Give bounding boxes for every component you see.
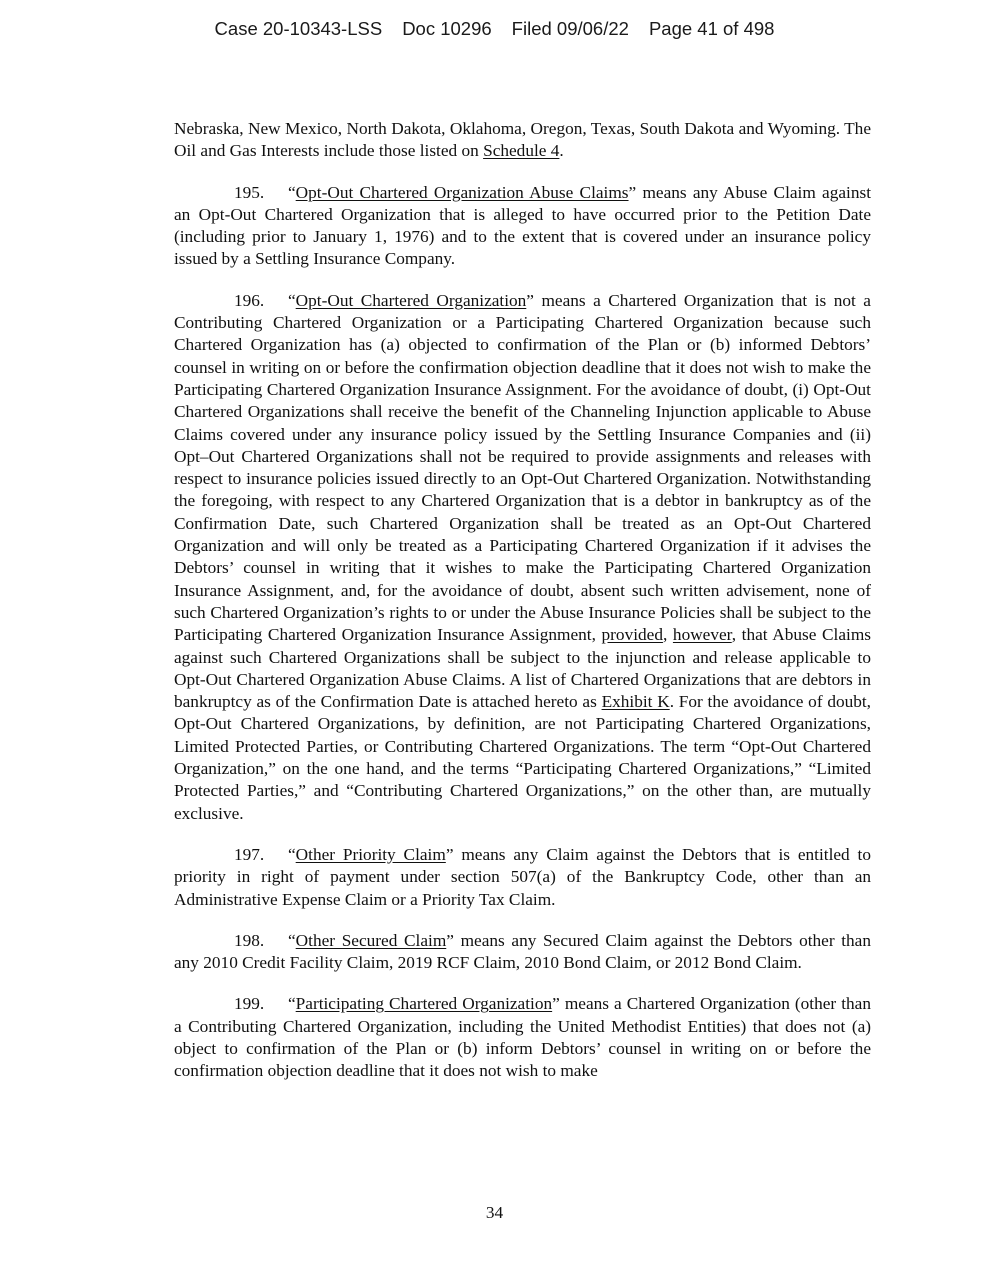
case-header bbox=[0, 18, 989, 40]
case-number: Case 20-10343-LSS bbox=[214, 18, 383, 39]
defined-term: Participating Chartered Organization bbox=[295, 994, 553, 1014]
defined-term: Opt-Out Chartered Organization bbox=[295, 290, 527, 310]
paragraph-number: 195. bbox=[234, 182, 265, 202]
paragraph-195: 195. “Opt-Out Chartered Organization Abuse Claims” means any Abuse Claim against an Opt-Out Chartered Organization that is alleged to have occurred prior to the Petition Date (including prior to January 1, 1976) and to the extent that is covered under an insurance policy issued by a Settling Insurance Company. bbox=[174, 182, 872, 269]
paragraph-number: 196. bbox=[234, 290, 265, 310]
paragraph-text: . bbox=[559, 141, 564, 161]
page-number: 34 bbox=[485, 1203, 504, 1222]
paragraph-text: , that Abuse Claims against such Chartered Organizations shall be subject to the injunction and release applicable to Opt-Out Chartered Organization Abuse Claims. A list of Chartered Organizations that are debtors in bankruptcy as of the Confirmation Date is attached hereto as bbox=[174, 625, 871, 712]
paragraph-continuation bbox=[174, 118, 871, 163]
schedule-4-reference: Schedule 4 bbox=[483, 141, 560, 161]
paragraph-text: . For the avoidance of doubt, Opt-Out Chartered Organizations, by definition, are not Participating Chartered Organizations, Limited Protected Parties, or Contributing Chartered Organizations. The term “Opt-Out Chartered Organization,” on the one hand, and the terms “Participating Chartered Organizations,” “Limited Protected Parties,” and “Contributing Chartered Organizations,” on the other than, are mutually exclusive. bbox=[174, 692, 872, 823]
paragraph-text: ” means a Chartered Organization that is not a Contributing Chartered Organization or a Participating Chartered Organization because such Chartered Organization has (a) objected to confirmation of the Plan or (b) informed Debtors’ counsel in writing on or before the confirmation objection deadline that it does not wish to make the Participating Chartered Organization Insurance Assignment. For the avoidance of doubt, (i) Opt-Out Chartered Organizations shall receive the benefit of the Channeling Injunction applicable to Abuse Claims covered under any insurance policy issued by the Settling Insurance Companies and (ii) Opt–Out Chartered Organizations shall not be required to provide assignments and releases with respect to insurance policies issued directly to an Opt-Out Chartered Organization. Notwithstanding the foregoing, with respect to any Chartered Organization that is a debtor in bankruptcy as of the Confirmation Date, such Chartered Organization shall be treated as an Opt-Out Chartered Organization and will only be treated as a Participating Chartered Organization if it advises the Debtors’ counsel in writing that it wishes to make the Participating Chartered Organization Insurance Assignment, and, for the avoidance of doubt, absent such written advisement, none of such Chartered Organization’s rights to or under the Abuse Insurance Policies shall be subject to the Participating Chartered Organization Insurance Assignment, bbox=[174, 290, 871, 645]
doc-number: Doc 10296 bbox=[402, 18, 492, 39]
document-body bbox=[174, 118, 871, 1102]
defined-term: Other Priority Claim bbox=[295, 844, 446, 864]
paragraph-text: ” means any Claim against the Debtors that is entitled to priority in right of payment under section 507(a) of the Bankruptcy Code, other than an Administrative Expense Claim or a Priority Tax Claim. bbox=[174, 844, 871, 909]
paragraph-196: 196. “Opt-Out Chartered Organization” means a Chartered Organization that is not a Contributing Chartered Organization or a Participating Chartered Organization because such Chartered Organization has (a) objected to confirmation of the Plan or (b) informed Debtors’ counsel in writing on or before the confirmation objection deadline that it does not wish to make the Participating Chartered Organization Insurance Assignment. For the avoidance of doubt, (i) Opt-Out Chartered Organizations shall receive the benefit of the Channeling Injunction applicable to Abuse Claims covered under any insurance policy issued by the Settling Insurance Companies and (ii) Opt–Out Chartered Organizations shall not be required to provide assignments and releases with respect to insurance policies issued directly to an Opt-Out Chartered Organization. Notwithstanding the foregoing, with respect to any Chartered Organization that is a debtor in bankruptcy as of the Confirmation Date, such Chartered Organization shall be treated as an Opt-Out Chartered Organization and will only be treated as a Participating Chartered Organization if it advises the Debtors’ counsel in writing that it wishes to make the Participating Chartered Organization Insurance Assignment, and, for the avoidance of doubt, absent such written advisement, none of such Chartered Organization’s rights to or under the Abuse Insurance Policies shall be subject to the Participating Chartered Organization Insurance Assignment, provided, however, that Abuse Claims against such Chartered Organizations shall be subject to the injunction and release applicable to Opt-Out Chartered Organization Abuse Claims. A list of Chartered Organizations that are debtors in bankruptcy as of the Confirmation Date is attached hereto as Exhibit K. For the avoidance of doubt, Opt-Out Chartered Organizations, by definition, are not Participating Chartered Organizations, Limited Protected Parties, or Contributing Chartered Organizations. The term “Opt-Out Chartered Organization,” on the one hand, and the terms “Participating Chartered Organizations,” “Limited Protected Parties,” and “Contributing Chartered Organizations,” on the other than, are mutually exclusive. bbox=[174, 290, 872, 823]
paragraph-number: 199. bbox=[234, 994, 265, 1014]
paragraph-number: 197. bbox=[234, 844, 265, 864]
paragraph-198: 198. “Other Secured Claim” means any Secured Claim against the Debtors other than any 2010 Credit Facility Claim, 2019 RCF Claim, 2010 Bond Claim, or 2012 Bond Claim. bbox=[174, 930, 871, 973]
paragraph-text: ” means any Abuse Claim against an Opt-Out Chartered Organization that is alleged to have occurred prior to the Petition Date (including prior to January 1, 1976) and to the extent that is covered under an insurance policy issued by a Settling Insurance Company. bbox=[174, 182, 872, 269]
paragraph-number: 198. bbox=[234, 930, 265, 950]
defined-term: Opt-Out Chartered Organization Abuse Claims bbox=[295, 182, 629, 202]
defined-term: Other Secured Claim bbox=[295, 930, 447, 950]
page-count: Page 41 of 498 bbox=[648, 18, 775, 39]
paragraph-text: Nebraska, New Mexico, North Dakota, Oklahoma, Oregon, Texas, South Dakota and Wyoming. The Oil and Gas Interests include those listed on bbox=[174, 119, 871, 161]
provided-term: provided bbox=[601, 625, 663, 645]
paragraph-197: 197. “Other Priority Claim” means any Claim against the Debtors that is entitled to priority in right of payment under section 507(a) of the Bankruptcy Code, other than an Administrative Expense Claim or a Priority Tax Claim. bbox=[174, 844, 871, 909]
paragraph-text: ” means a Chartered Organization (other than a Contributing Chartered Organization, including the United Methodist Entities) that does not (a) object to confirmation of the Plan or (b) inform Debtors’ counsel in writing on or before the confirmation objection deadline that it does not wish to make bbox=[174, 994, 871, 1081]
filed-date: Filed 09/06/22 bbox=[511, 18, 629, 39]
exhibit-k-reference: Exhibit K bbox=[601, 692, 670, 712]
paragraph-199: 199. “Participating Chartered Organization” means a Chartered Organization (other than a Contributing Chartered Organization, including the United Methodist Entities) that does not (a) object to confirmation of the Plan or (b) inform Debtors’ counsel in writing on or before the confirmation objection deadline that it does not wish to make bbox=[174, 994, 871, 1081]
however-term: however bbox=[672, 625, 732, 645]
paragraph-text: , bbox=[662, 625, 673, 645]
paragraph-text: ” means any Secured Claim against the Debtors other than any 2010 Credit Facility Claim, 2019 RCF Claim, 2010 Bond Claim, or 2012 Bond Claim. bbox=[174, 930, 871, 973]
